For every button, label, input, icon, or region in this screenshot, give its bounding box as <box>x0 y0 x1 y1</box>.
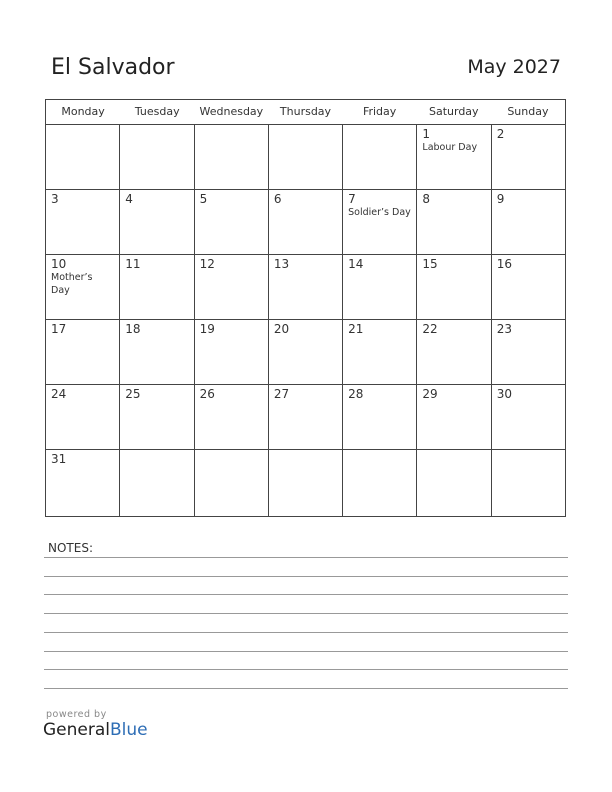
day-cell <box>417 125 491 189</box>
day-cell <box>417 320 491 384</box>
day-cell <box>46 125 120 189</box>
weekday-saturday: Saturday <box>428 105 479 118</box>
day-cell <box>417 255 491 319</box>
day-cell <box>120 190 194 254</box>
weekday-tuesday: Tuesday <box>134 105 180 118</box>
day-cell <box>269 320 343 384</box>
day-number: 7 <box>348 192 356 206</box>
day-number: 12 <box>199 257 215 271</box>
day-cell <box>46 190 120 254</box>
day-number: 26 <box>199 387 215 401</box>
day-cell <box>269 255 343 319</box>
day-cell <box>195 190 269 254</box>
day-cell <box>195 385 269 449</box>
country-title: El Salvador <box>51 55 175 80</box>
day-number: 25 <box>125 387 141 401</box>
notes-line <box>44 576 568 577</box>
notes-line <box>44 613 568 614</box>
holiday-label: Labour Day <box>422 142 478 153</box>
day-cell <box>120 450 194 516</box>
day-number: 10 <box>51 257 67 271</box>
day-number: 5 <box>199 192 208 206</box>
weekday-thursday: Thursday <box>279 105 332 118</box>
holiday-label: Soldier’s Day <box>348 207 411 218</box>
day-number: 14 <box>348 257 364 271</box>
day-cell <box>343 125 417 189</box>
notes-line <box>44 651 568 652</box>
day-number: 15 <box>422 257 438 271</box>
day-cell <box>343 450 417 516</box>
day-cell <box>492 320 565 384</box>
day-number: 4 <box>125 192 133 206</box>
day-cell <box>120 320 194 384</box>
day-cell <box>195 125 269 189</box>
day-number: 31 <box>51 452 67 466</box>
day-number: 11 <box>125 257 141 271</box>
notes-line <box>44 557 568 558</box>
day-cell <box>417 450 491 516</box>
weekday-sunday: Sunday <box>507 105 549 118</box>
week-row <box>46 450 565 516</box>
day-number: 29 <box>422 387 438 401</box>
notes-line <box>44 669 568 670</box>
day-cell <box>120 385 194 449</box>
day-number: 13 <box>273 257 290 271</box>
weekday-friday: Friday <box>362 105 397 118</box>
day-number: 17 <box>51 322 67 336</box>
day-cell <box>269 385 343 449</box>
day-number: 9 <box>496 192 505 206</box>
day-cell <box>492 385 565 449</box>
day-number: 3 <box>51 192 59 206</box>
day-cell <box>343 255 417 319</box>
day-cell <box>343 385 417 449</box>
day-cell <box>269 190 343 254</box>
day-cell <box>343 320 417 384</box>
day-cell <box>417 190 491 254</box>
brand-general: General <box>43 720 110 740</box>
day-cell <box>46 320 120 384</box>
brand-blue: Blue <box>110 720 148 740</box>
day-cell <box>195 320 269 384</box>
calendar-grid <box>45 99 566 517</box>
day-number: 19 <box>199 322 215 336</box>
day-cell <box>195 450 269 516</box>
day-number: 16 <box>496 257 512 271</box>
week-row <box>46 320 565 385</box>
day-number: 21 <box>348 322 364 336</box>
day-cell <box>46 385 120 449</box>
day-number: 6 <box>273 192 282 206</box>
day-number: 27 <box>273 387 290 401</box>
week-row <box>46 255 565 320</box>
week-row <box>46 125 565 190</box>
week-row <box>46 385 565 450</box>
day-cell <box>195 255 269 319</box>
day-cell <box>492 450 565 516</box>
notes-line <box>44 688 568 689</box>
day-number: 1 <box>422 127 431 141</box>
day-cell <box>46 255 120 319</box>
weekday-monday: Monday <box>61 105 105 118</box>
day-cell <box>417 385 491 449</box>
day-cell <box>269 125 343 189</box>
day-cell <box>343 190 417 254</box>
day-number: 28 <box>348 387 364 401</box>
day-cell <box>46 450 120 516</box>
powered-by-text: powered by <box>46 709 107 720</box>
month-year-title: May 2027 <box>467 56 561 78</box>
day-cell <box>120 255 194 319</box>
day-number: 24 <box>51 387 67 401</box>
day-number: 18 <box>125 322 141 336</box>
day-cell <box>492 190 565 254</box>
day-cell <box>492 255 565 319</box>
day-number: 30 <box>496 387 512 401</box>
holiday-label: Mother’s Day <box>51 272 93 296</box>
notes-line <box>44 632 568 633</box>
day-number: 20 <box>273 322 290 336</box>
day-number: 2 <box>496 127 505 141</box>
notes-label: NOTES: <box>48 541 93 555</box>
weekday-header-row <box>46 100 565 125</box>
notes-line <box>44 594 568 595</box>
day-number: 8 <box>422 192 431 206</box>
day-cell <box>492 125 565 189</box>
week-row <box>46 190 565 255</box>
day-number: 23 <box>496 322 512 336</box>
day-cell <box>269 450 343 516</box>
day-cell <box>120 125 194 189</box>
generalblue-logo[interactable] <box>43 720 148 740</box>
weekday-wednesday: Wednesday <box>199 105 264 118</box>
day-number: 22 <box>422 322 438 336</box>
